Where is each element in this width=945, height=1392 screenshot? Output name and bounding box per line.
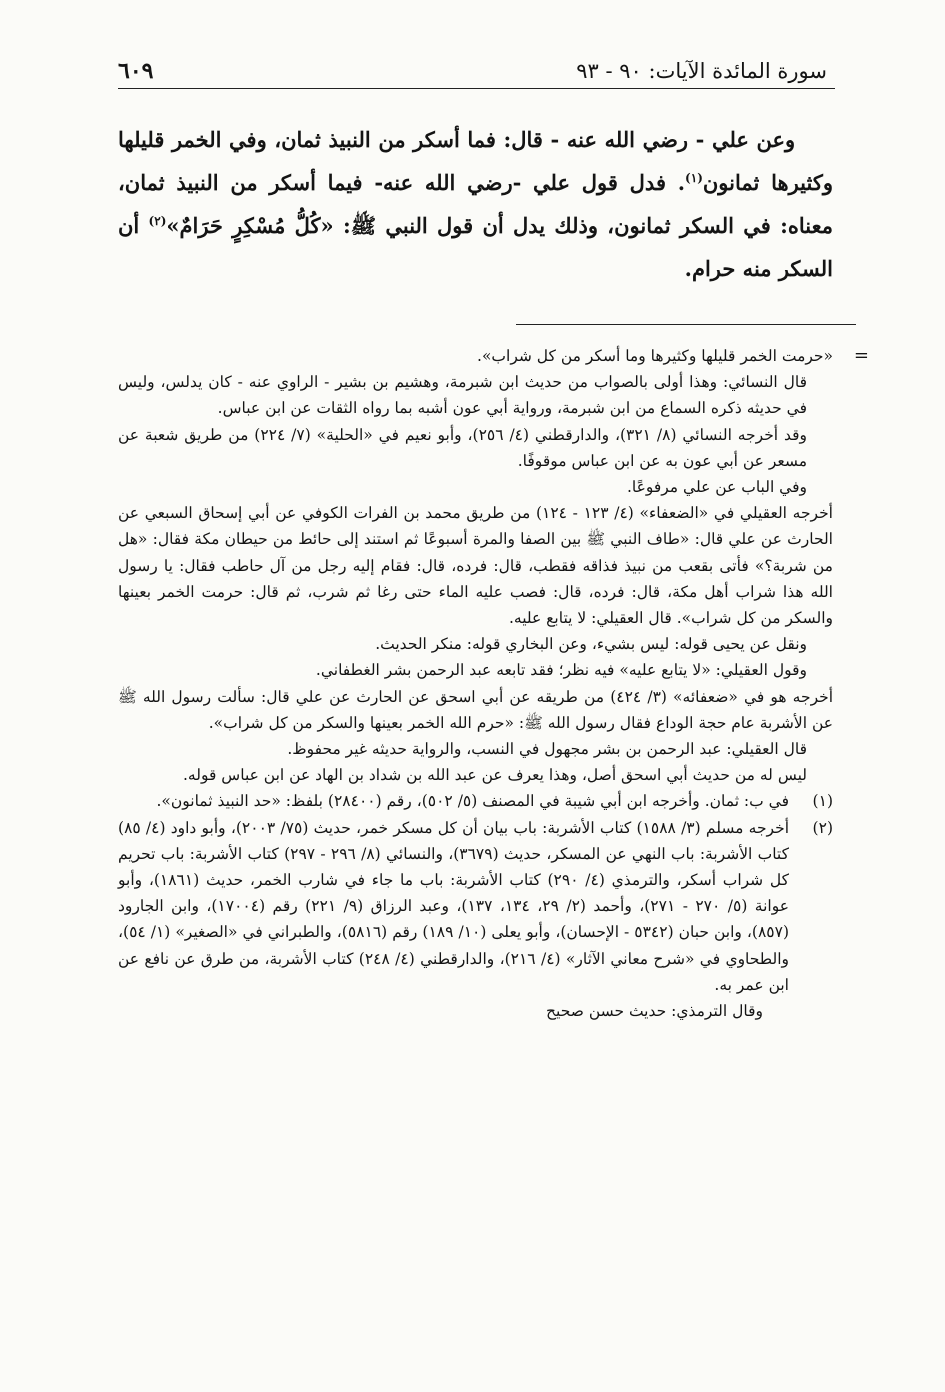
note-line: قال العقيلي: عبد الرحمن بن بشر مجهول في النسب، والرواية حديثه غير محفوظ. <box>287 740 807 759</box>
note-line: أخرجه العقيلي في «الضعفاء» (٤/ ١٢٣ - ١٢٤) من طريق محمد بن الفرات الكوفي عن أبي إسحاق السبعي عن الحارث عن علي قال: «طاف النبي ﷺ بين الصفا والمرة أسبوعًا ثم استند إلى حائط من حيطان مكة فقال: «هل من شربة؟» فأتى بقعب من نبيذ فذاقه فقطب، قال: فرده، قال: فقام إليه رجل من آل حاطب فقال: يا رسول الله هذا شراب أهل مكة، قال: فرده، قال: فصب عليه الماء حتى رغا ثم شرب، ثم قال: حرمت الخمر بعينها والسكر من كل شراب». قال العقيلي: لا يتابع عليه. <box>118 504 833 628</box>
note-line: أخرجه هو في «ضعفائه» (٣/ ٤٢٤) من طريقه عن أبي اسحق عن الحارث عن علي قال: سألت رسول الله ﷺ عن الأشربة عام حجة الوداع فقال رسول الله ﷺ: «حرم الله الخمر بعينها والسكر من كل شراب». <box>118 687 834 732</box>
footnote-ref-1: (١) <box>685 171 703 185</box>
note-line: وقول العقيلي: «لا يتابع عليه» فيه نظر؛ فقد تابعه عبد الرحمن بشر الغطفاني. <box>315 661 807 680</box>
main-text-part3: أن السكر منه حرام. <box>118 213 833 281</box>
main-text-part2: . فدل قول علي -رضي الله عنه- فيما أسكر من النبيذ ثمان، معناه: في السكر ثمانون، وذلك يدل أن قول النبي ﷺ: «كُلُّ مُسْكِرٍ حَرَامٌ» <box>118 170 833 238</box>
footnote-separator <box>516 324 856 325</box>
note-line: ونقل عن يحيى قوله: ليس بشيء، وعن البخاري قوله: منكر الحديث. <box>375 635 807 654</box>
note-line: «حرمت الخمر قليلها وكثيرها وما أسكر من كل شراب». <box>477 347 833 365</box>
note-line: وفي الباب عن علي مرفوعًا. <box>626 478 807 497</box>
footnote-1-text: في ب: ثمان. وأخرجه ابن أبي شيبة في المصنف (٥/ ٥٠٢)، رقم (٢٨٤٠٠) بلفظ: «حد النبيذ ثمانون». <box>156 792 789 811</box>
main-paragraph <box>118 118 833 290</box>
footnote-2-number: (٢) <box>812 818 833 837</box>
note-line: ليس له من حديث أبي اسحق أصل، وهذا يعرف عن عبد الله بن شداد بن الهاد عن ابن عباس قوله. <box>183 766 807 785</box>
note-line: وقد أخرجه النسائي (٨/ ٣٢١)، والدارقطني (٤/ ٢٥٦)، وأبو نعيم في «الحلية» (٧/ ٢٢٤) من طريق شعبة عن مسعر عن أبي عون به عن ابن عباس موقوفًا. <box>118 425 807 470</box>
footnote-ref-2: (٢) <box>148 214 167 228</box>
footnotes <box>118 343 869 1024</box>
main-text-part1: وعن علي - رضي الله عنه - قال: فما أسكر من النبيذ ثمان، وفي الخمر قليلها وكثيرها ثمانون <box>118 127 833 195</box>
continuation-mark: = <box>853 345 869 366</box>
header-title: سورة المائدة الآيات: ٩٠ - ٩٣ <box>576 59 827 83</box>
footnote-1 <box>118 788 833 814</box>
header-rule <box>118 88 835 89</box>
note-line: قال النسائي: وهذا أولى بالصواب من حديث ابن شبرمة، وهشيم بن بشير - الراوي عنه - كان يدلس، وليس في حديثه ذكره السماع من ابن شبرمة، ورواية أبي عون أشبه بما رواه الثقات عن ابن عباس. <box>118 373 807 418</box>
footnote-2 <box>118 815 833 998</box>
footnote-2-tail: وقال الترمذي: حديث حسن صحيح <box>546 1002 763 1021</box>
footnote-2-text: أخرجه مسلم (٣/ ١٥٨٨) كتاب الأشربة: باب بيان أن كل مسكر خمر، حديث (٧٥/ ٢٠٠٣)، وأبو داود (٤/ ٨٥) كتاب الأشربة: باب النهي عن المسكر، حديث (٣٦٧٩)، والنسائي (٨/ ٢٩٦ - ٢٩٧) كتاب الأشربة: باب تحريم كل شراب أسكر، والترمذي (٤/ ٢٩٠) كتاب الأشربة: باب ما جاء في شارب الخمر، حديث (١٨٦١)، وأبو عوانة (٥/ ٢٧٠ - ٢٧١)، وأحمد (٢/ ٢٩، ١٣٤، ١٣٧)، وعبد الرزاق (٩/ ٢٢١) رقم (١٧٠٠٤)، وابن الجارود (٨٥٧)، وابن حبان (٥٣٤٢ - الإحسان)، وأبو يعلى (١٠/ ١٨٩) رقم (٥٨١٦)، والطبراني في «الصغير» (١/ ٥٤)، والطحاوي في «شرح معاني الآثار» (٤/ ٢١٦)، والدارقطني (٤/ ٢٤٨) كتاب الأشربة، من طرق عن نافع عن ابن عمر به. <box>118 818 790 994</box>
footnote-1-number: (١) <box>812 792 833 811</box>
page-number: ٦٠٩ <box>118 58 154 84</box>
running-header <box>118 54 827 88</box>
main-text <box>118 118 833 290</box>
